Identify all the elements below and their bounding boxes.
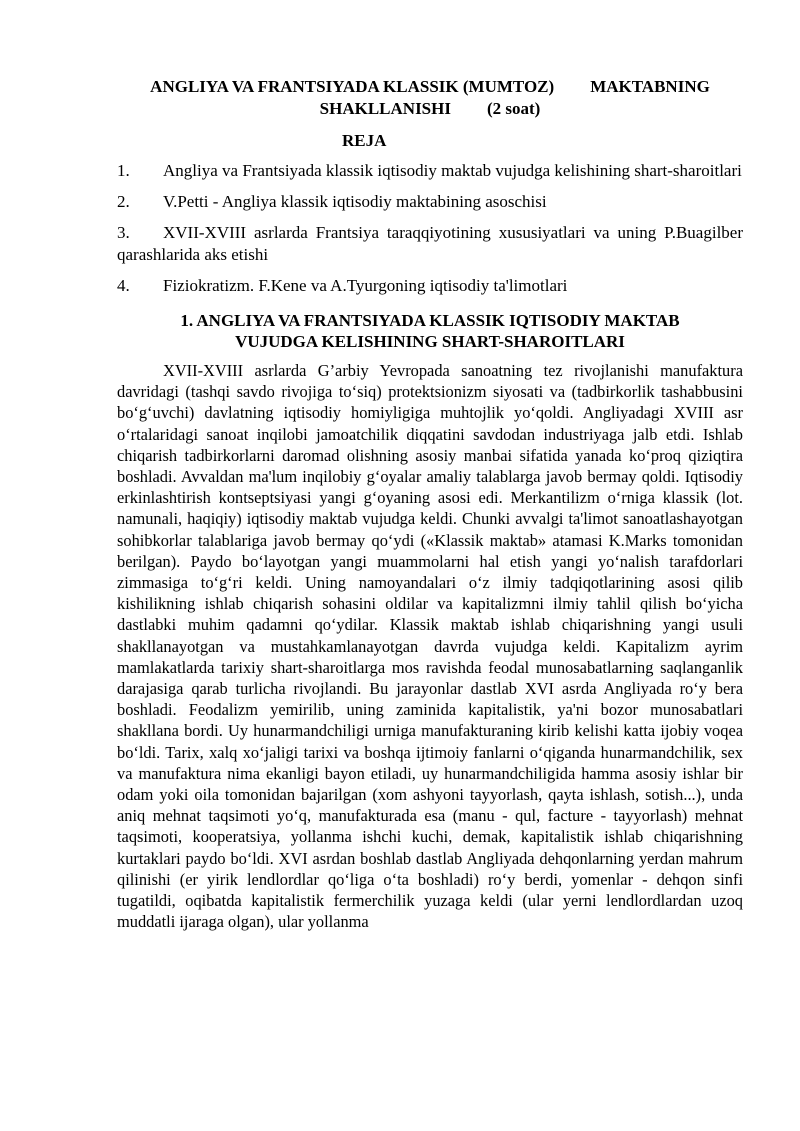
- plan-item-text: Fiziokratizm. F.Kene va A.Tyurgoning iqtisodiy ta'limotlari: [163, 276, 568, 295]
- title-part-2: MAKTABNING: [590, 77, 710, 96]
- document-page: [117, 76, 743, 932]
- plan-item-number: 4.: [117, 276, 130, 295]
- document-title: [117, 76, 743, 120]
- plan-item: [117, 191, 743, 213]
- plan-item-text: Angliya va Frantsiyada klassik iqtisodiy maktab vujudga kelishining shart-sharoitlari: [163, 161, 742, 180]
- plan-item-text: XVII-XVIII asrlarda Frantsiya taraqqiyotining xususiyatlari va uning P.Buagilber qarashlarida aks etishi: [117, 223, 743, 264]
- plan-item-text: V.Petti - Angliya klassik iqtisodiy maktabining asoschisi: [163, 192, 547, 211]
- plan-item: [117, 275, 743, 297]
- plan-item-number: 3.: [117, 223, 130, 242]
- body-paragraph: XVII-XVIII asrlarda G’arbiy Yevropada sanoatning tez rivojlanishi manufaktura davridagi (tashqi savdo rivojiga to‘siq) protektsionizm siyosati va (tadbirkorlik tashabbusini bo‘g‘uvchi) davlatning iqtisodiy homiyligiga muhtojlik yo‘qoldi. Angliyadagi XVIII asr o‘rtalaridagi sanoat inqilobi jamoatchilik diqqatini savdodan industriyaga jalb etdi. Ishlab chiqarish tadbirkorlarni daromad olishning asosiy manbai sifatida yanada ko‘proq qiziqtira boshladi. Avvaldan ma'lum inqilobiy g‘oyalar amaliy talablarga javob bermay qoldi. Iqtisodiy erkinlashtirish kontseptsiyasi yangi g‘oyaning asosi edi. Merkantilizm o‘rniga klassik (lot. namunali, haqiqiy) iqtisodiy maktab vujudga keldi. Chunki avvalgi ta'limot sanoatlashayotgan sohibkorlar talablariga javob bermay qo‘ydi («Klassik maktab» atamasi K.Marks tomonidan berilgan). Paydo bo‘layotgan yangi muammolarni hal etish yangi yo‘nalish tarafdorlari zimmasiga to‘g‘ri keldi. Uning namoyandalari o‘z ilmiy tadqiqotlarining asosi qilib kishilikning ishlab chiqarish sohasini oldilar va kapitalizmni ilmiy tahlil qilish bo‘yicha dastlabki muhim qadamni qo‘ydilar. Klassik maktab ishlab chiqarishning yangi usuli shakllanayotgan va mustahkamlanayotgan davrda vujudga keldi. Kapitalizm ayrim mamlakatlarda tarixiy shart-sharoitlarga mos ravishda feodal munosabatlarning saqlanganlik darajasiga qarab turlicha rivojlandi. Bu jarayonlar dastlab XVI asrda Angliyada ro‘y bera boshladi. Feodalizm yemirilib, uning zaminida kapitalistik, ya'ni bozor munosabatlari shakllana bordi. Uy hunarmandchiligi urniga manufakturaning kirib kelishi katta ijobiy voqea bo‘ldi. Tarix, xalq xo‘jaligi tarixi va boshqa ijtimoiy fanlarni o‘qiganda hunarmandchilik, sex va manufaktura nima ekanligi bayon etiladi, uy hunarmandchiligida hamma asosiy ishlar bir odam yoki oila tomonidan bajarilgan (xom ashyoni tayyorlash, qayta ishlash, sotish...), unda aniq mehnat taqsimoti yo‘q, manufakturada esa (manu - qul, facture - tayyorlash) mehnat taqsimoti, kooperatsiya, yollanma ishchi kuchi, demak, kapitalistik ishlab chiqarishning kurtaklari paydo bo‘ldi. XVI asrdan boshlab dastlab Angliyada dehqonlarning yerdan mahrum qilinishi (er yirik lendlordlar qo‘liga o‘ta boshladi) ro‘y berdi, yomenlar - dehqon sinfi tugatildi, oqibatda kapitalistik fermerchilik yuzaga keldi (ular yerni lendlordlardan uzoq muddatli ijaraga olgan), ular yollanma: [117, 361, 743, 932]
- title-hours: (2 soat): [486, 99, 541, 118]
- plan-heading: REJA: [342, 131, 387, 150]
- section-title-line-2: VUJUDGA KELISHINING SHART-SHAROITLARI: [235, 332, 625, 351]
- plan-item: [117, 222, 743, 266]
- section-title-line-1: 1. ANGLIYA VA FRANTSIYADA KLASSIK IQTISODIY MAKTAB: [180, 311, 680, 330]
- section-title: [117, 310, 743, 352]
- title-part-3: SHAKLLANISHI: [319, 99, 451, 118]
- plan-item: [117, 160, 743, 182]
- plan-item-number: 2.: [117, 192, 130, 211]
- plan-item-number: 1.: [117, 161, 130, 180]
- title-part-1: ANGLIYA VA FRANTSIYADA KLASSIK (MUMTOZ): [150, 77, 555, 96]
- plan-list: [117, 160, 743, 297]
